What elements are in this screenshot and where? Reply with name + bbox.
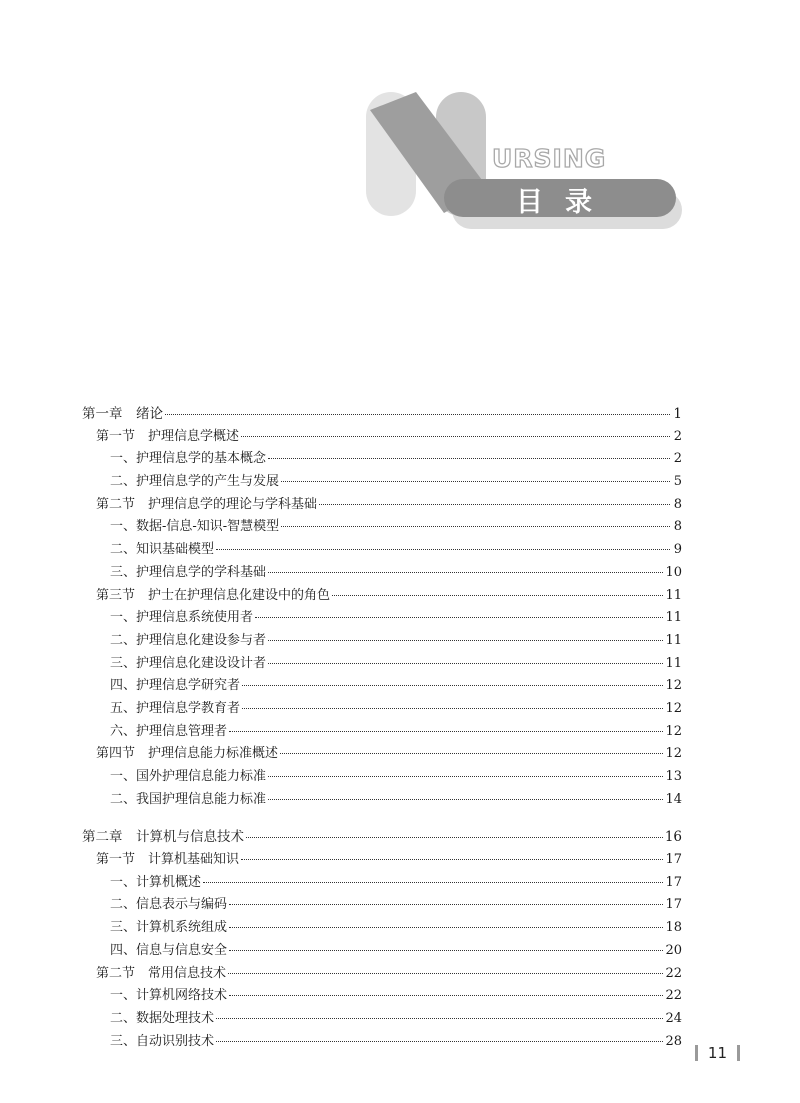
toc-entry-title: 三、自动识别技术 [110,1033,215,1049]
toc-entry-title: 一、计算机网络技术 [110,988,228,1004]
dot-leader [268,458,670,459]
dot-leader [241,859,663,860]
toc-entry-title: 一、护理信息系统使用者 [110,610,254,626]
dot-leader [268,572,663,573]
dot-leader [246,837,663,838]
toc-entry-title: 一、国外护理信息能力标准 [110,769,267,784]
toc-entry-title: 二、知识基础模型 [110,542,215,558]
folio-bar-left [695,1045,698,1061]
dot-leader [216,1041,663,1042]
toc-entry-title: 二、信息表示与编码 [110,897,228,913]
table-of-contents [82,402,682,1052]
toc-item-entry [82,515,682,538]
dot-leader [319,504,670,505]
toc-entry-title: 三、护理信息化建设设计者 [110,655,267,671]
toc-item-entry [82,629,682,652]
toc-item-entry [82,561,682,584]
toc-entry-title: 第一节 计算机基础知识 [96,852,240,868]
toc-entry-title: 二、数据处理技术 [110,1010,215,1026]
toc-item-entry [82,720,682,743]
dot-leader [229,995,663,996]
toc-page-number: 10 [665,564,682,580]
toc-entry-title: 第二节 护理信息学的理论与学科基础 [96,496,318,512]
dot-leader [268,776,663,777]
page-number: 11 [707,1044,727,1062]
toc-page-number: 24 [665,1010,682,1026]
toc-page-number: 20 [665,942,682,958]
toc-item-entry [82,606,682,629]
page-title: 目录 [516,187,614,218]
toc-page-number: 12 [665,678,682,694]
toc-entry-title: 六、护理信息管理者 [110,723,228,739]
toc-item-entry [82,939,682,962]
toc-chapter-entry [82,825,682,848]
toc-item-entry [82,470,682,493]
toc-page-number: 8 [673,496,682,512]
toc-page-number: 11 [665,655,682,671]
dot-leader [268,663,663,664]
toc-entry-title: 二、护理信息化建设参与者 [110,632,267,648]
dot-leader [242,708,663,709]
toc-section-entry [82,848,682,871]
toc-page-number: 1 [673,406,682,422]
toc-entry-title: 第二章 计算机与信息技术 [82,829,244,846]
toc-chapter-entry [82,402,682,425]
toc-entry-title: 第四节 护理信息能力标准概述 [96,746,279,762]
dot-leader [165,414,670,415]
toc-section-entry [82,493,682,516]
toc-page-number: 22 [665,988,682,1004]
toc-entry-title: 四、护理信息学研究者 [110,678,241,694]
toc-page-number: 2 [673,451,682,467]
dot-leader [255,617,663,618]
page-folio [685,1044,750,1062]
toc-item-entry [82,984,682,1007]
toc-page-number: 17 [665,874,682,890]
toc-entry-title: 三、计算机系统组成 [110,920,228,936]
toc-page-number: 18 [665,920,682,936]
toc-page-number: 11 [665,610,682,626]
toc-entry-title: 三、护理信息学的学科基础 [110,564,267,580]
toc-item-entry [82,893,682,916]
toc-page-number: 22 [665,965,682,981]
dot-leader [281,481,670,482]
toc-page-number: 14 [665,791,682,807]
dot-leader [203,882,663,883]
toc-item-entry [82,1030,682,1053]
dot-leader [281,526,670,527]
dot-leader [332,595,663,596]
toc-entry-title: 第二节 常用信息技术 [96,965,227,981]
dot-leader [268,799,663,800]
toc-entry-title: 五、护理信息学教育者 [110,700,241,716]
toc-section-entry [82,962,682,985]
folio-bar-right [737,1045,740,1061]
toc-item-entry [82,697,682,720]
toc-page-number: 12 [665,723,682,739]
toc-page-number: 16 [664,829,682,846]
toc-page-number: 9 [673,542,682,558]
toc-page-number: 28 [665,1033,682,1049]
toc-page-number: 13 [665,769,682,784]
toc-page-number: 2 [673,428,682,444]
dot-leader [216,1018,663,1019]
toc-page-number: 11 [665,632,682,648]
toc-page-number: 12 [665,700,682,716]
nursing-logo-text: URSING [492,144,607,173]
toc-entry-title: 四、信息与信息安全 [110,942,228,958]
toc-section-entry [82,584,682,607]
dot-leader [229,950,663,951]
dot-leader [242,685,663,686]
dot-leader [241,436,670,437]
toc-item-entry [82,871,682,894]
toc-entry-title: 一、计算机概述 [110,874,202,890]
toc-page-number: 17 [665,897,682,913]
toc-section-entry [82,742,682,765]
toc-section-entry [82,425,682,448]
toc-page-number: 11 [665,587,682,603]
toc-entry-title: 二、我国护理信息能力标准 [110,791,267,807]
toc-entry-title: 第一节 护理信息学概述 [96,428,240,444]
dot-leader [268,640,663,641]
toc-page-number: 8 [673,519,682,535]
toc-item-entry [82,916,682,939]
toc-page-number: 12 [665,746,682,762]
toc-item-entry [82,788,682,811]
toc-entry-title: 一、护理信息学的基本概念 [110,451,267,467]
toc-entry-title: 一、数据-信息-知识-智慧模型 [110,519,280,535]
toc-item-entry [82,652,682,675]
toc-page-number: 5 [673,474,682,490]
toc-item-entry [82,538,682,561]
toc-item-entry [82,674,682,697]
dot-leader [229,731,663,732]
toc-item-entry [82,765,682,788]
toc-item-entry [82,447,682,470]
nursing-logo [360,88,690,238]
dot-leader [228,973,663,974]
dot-leader [216,549,670,550]
toc-item-entry [82,1007,682,1030]
toc-entry-title: 第三节 护士在护理信息化建设中的角色 [96,587,331,603]
dot-leader [229,904,663,905]
dot-leader [280,753,663,754]
dot-leader [229,927,663,928]
toc-page-number: 17 [665,852,682,868]
toc-entry-title: 二、护理信息学的产生与发展 [110,474,280,490]
toc-entry-title: 第一章 绪论 [82,406,163,422]
